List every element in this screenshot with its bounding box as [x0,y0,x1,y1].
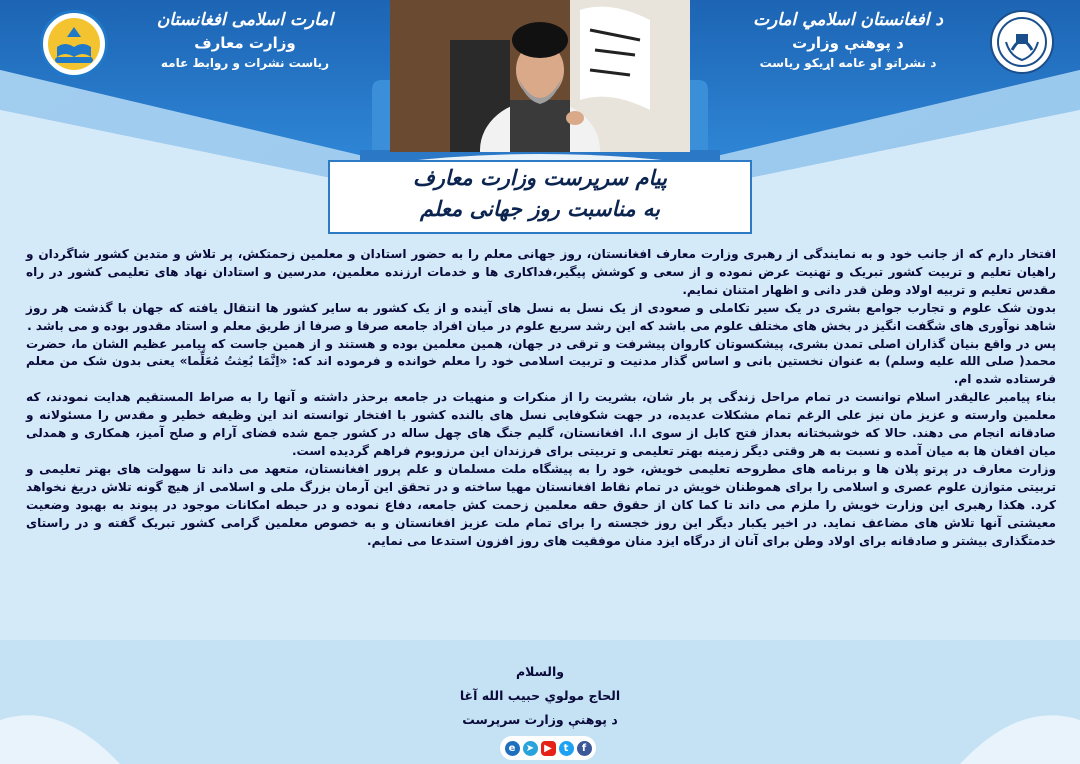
youtube-icon[interactable]: ▶ [541,741,556,756]
title-line-1: پیام سرپرست وزارت معارف [412,165,668,190]
header-right-text [728,10,968,70]
message-title-box [328,160,752,234]
body-paragraph-1: افتخار دارم که از جانب خود و به نمایندگی از رهبری وزارت معارف افغانستان، روز جهانی معلم را به حضور استادان و معلمین زحمتکش، پر تلاش و متدین کشور شاگردان و راهیان تعلیم و تربیت کشور تبریک و تهنیت عرض نموده و از سعی و کوشش پیگیر،فداکاری ها و خدمات ارزنده معلمین، مدرسین و استادان نهاد های تعلیمی کشور در راه مقدس تعلیم و تربیه اولاد وطن قدر دانی و اظهار امتنان نمایم. [26,247,1056,297]
body-paragraph-5: وزارت معارف در پرتو پلان ها و برنامه های مطروحه تعلیمی خویش، خود را به پیشگاه ملت مسلمان و علم پرور افغانستان، متعهد می داند تا سهولت های بهتر تعلیمی و تربیتی متوازن علوم عصری و اسلامی را برای هموطنان خویش در تمام نقاط افغانستان مهیا ساخته و در تحقق این آرمان بزرگ ملی و اسلامی از هیچ گونه تلاش دریغ نخواهد کرد. هکذا رهبری این وزارت خویش را ملزم می داند تا کما کان از حقوق حقه معلمین زحمت کش جامعه، دفاع نموده و در حیطه امکانات موجود در پیوند به بهبود وضعیت معیشتی آنها تلاش های مضاعف نماید. در اخیر یکبار دیگر این روز خجسته را برای تمام ملت عزیز افغانستان و به خصوص معلمین گرامی کشور تبریک گفته و در راستای خدمتگذاری بیشتر و صادقانه برای اولاد وطن برای آنان از درگاه ایزد منان موفقیت های روز افزون استدعا می نمایم. [26,461,1056,548]
website-icon[interactable]: e [505,741,520,756]
social-media-bar [500,736,596,760]
signatory-position: د پوهنې وزارت سرپرست [462,712,618,727]
facebook-icon[interactable]: f [577,741,592,756]
signature-block [340,660,740,732]
book-logo-icon [43,13,105,75]
body-paragraph-2: بدون شک علوم و تجارب جوامع بشری در یک سیر تکاملی و صعودی از یک نسل به نسل های آینده و از یک کشور به سایر کشور ها انتقال یافته که جهان با گذشت هر روز شاهد نوآوری های شگفت انگیز در بخش های مختلف علوم می باشد که این رشد سریع علوم در میان افراد جامعه صرفا و صرفا از طریق معلم و استاد مقدور بوده و می باشد . [26,300,1056,333]
telegram-icon[interactable]: ➤ [523,741,538,756]
title-line-2: به مناسبت روز جهانی معلم [419,196,661,221]
emirate-name-pashto: د افغانستان اسلامي امارت [753,10,943,30]
ministry-name-pashto: د پوهنې وزارت [792,34,904,52]
signatory-name: الحاج مولوي حبیب الله آغا [459,688,621,703]
twitter-icon[interactable]: t [559,741,574,756]
header-left-text [130,10,360,70]
body-paragraph-4: بناء پیامبر عالیقدر اسلام توانست در تمام مراحل زندگی پر بار شان، بشریت را از منکرات و منهیات در جامعه برحذر داشته و آنها را به صراط المستقیم هدایت نمودند، که معلمین وارسته و عزیز مان نیز علی الرغم تمام مشکلات عدیده، در جهت شکوفایی نسل های بالنده کشور با افتخار توانسته اند این وظیفه خطیر و مقدس را مسئولانه و صادقانه انجام می دهند. حالا که خوشبختانه بعداز فتح کابل از سوی ا.ا. افغانستان، گلیم جنگ های چهل ساله در کشور جمع شده فضای آرام و صلح آمیز، همکاری و همدلی میان افغان ها به میان آمده و نسبت به هر وقتی دیگر زمینه بهتر تعلیمی و تربیتی برای فرزندان این مرزوبوم فراهم گردیده است. [26,390,1056,458]
emblem-icon [992,12,1052,72]
ministry-name-dari: وزارت معارف [194,34,296,52]
emirate-name-dari: امارت اسلامی افغانستان [156,10,334,30]
minister-photo [390,0,690,152]
message-body [26,246,1056,550]
directorate-name-pashto: د نشراتو او عامه اړیکو ریاست [759,56,937,70]
closing-salutation: والسلام [515,664,565,679]
body-paragraph-3: پس در واقع بنیان گذاران اصلی تمدن بشری، پیشکسوتان کاروان پیشرفت و ترقی در جهان، همین معلمین بوده و هستند و از همین جاست که پیامبر عظیم الشان ما، حضرت محمد( صلی الله علیه وسلم) به عنوان نخستین بانی و اساس گذار مدنیت و تربیت اسلامی خود را معلم خوانده و فرموده اند که: «اِنَّمَا بُعِثتُ مُعَلِّما» یعنی بدون شک من معلم فرستاده شده ام. [26,336,1056,387]
ministry-of-education-logo [40,10,108,78]
directorate-name-dari: ریاست نشرات و روابط عامه [160,56,330,70]
islamic-emirate-emblem [990,10,1054,74]
